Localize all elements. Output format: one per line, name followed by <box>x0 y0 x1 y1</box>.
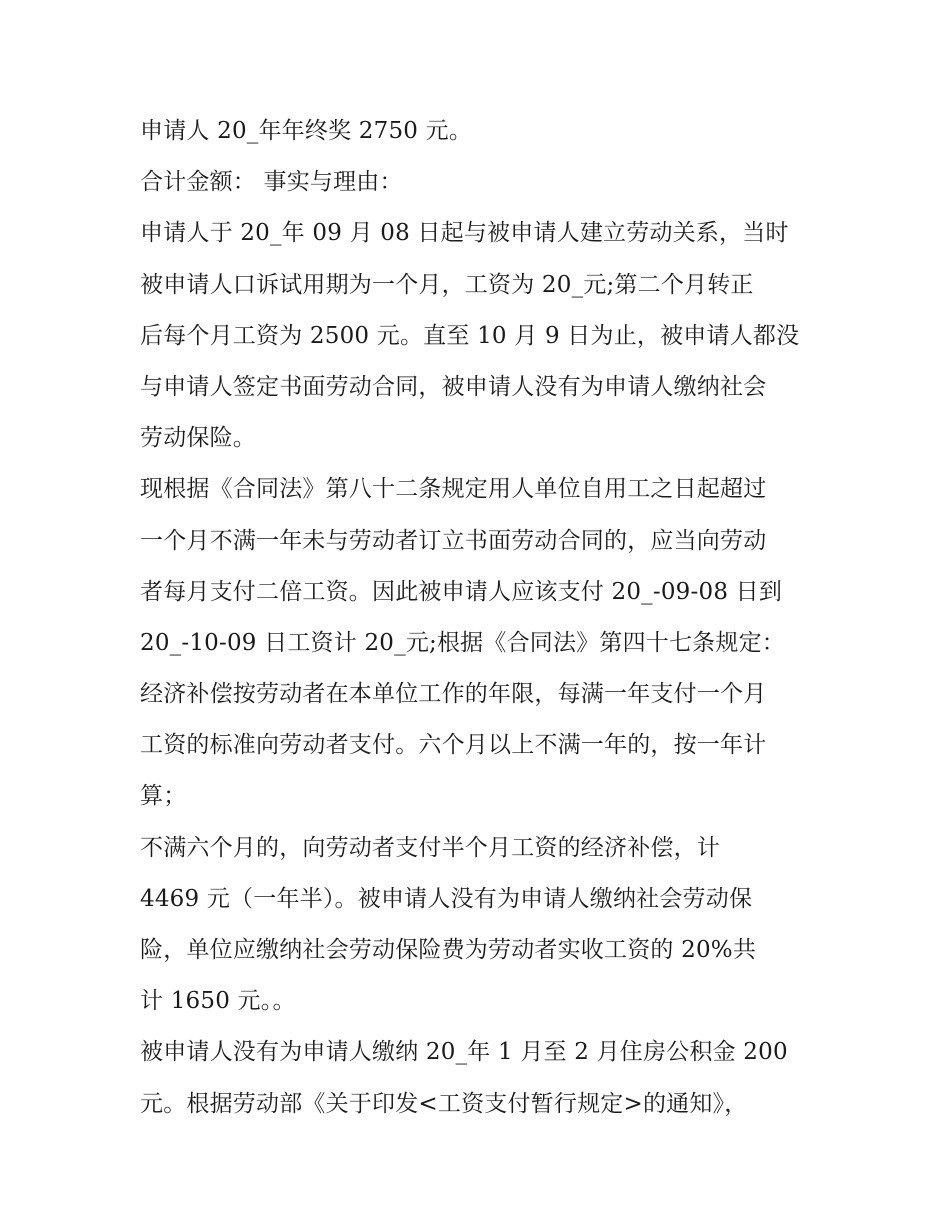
text-line: 4469 元（一年半）。被申请人没有为申请人缴纳社会劳动保 <box>140 885 753 912</box>
text-line: 申请人 20_年年终奖 2750 元。 <box>140 118 473 144</box>
text-line: 申请人于 20_年 09 月 08 日起与被申请人建立劳动关系，当时 <box>140 220 789 247</box>
document-body <box>140 106 830 1130</box>
text-line: 算； <box>140 783 187 810</box>
text-line: 计 1650 元。。 <box>140 988 296 1015</box>
text-line: 工资的标准向劳动者支付。六个月以上不满一年的，按一年计 <box>140 732 767 759</box>
text-line: 一个月不满一年未与劳动者订立书面劳动合同的，应当向劳动 <box>140 527 767 554</box>
text-line: 不满六个月的，向劳动者支付半个月工资的经济补偿，计 <box>140 834 720 861</box>
text-line: 劳动保险。 <box>140 425 256 452</box>
text-line: 现根据《合同法》第八十二条规定用人单位自用工之日起超过 <box>140 476 767 503</box>
text-line: 20_-10-09 日工资计 20_元;根据《合同法》第四十七条规定： <box>140 629 785 656</box>
text-line: 合计金额： 事实与理由： <box>140 169 403 196</box>
text-line: 险，单位应缴纳社会劳动保险费为劳动者实收工资的 20%共 <box>140 937 757 963</box>
text-line: 被申请人没有为申请人缴纳 20_年 1 月至 2 月住房公积金 200 <box>140 1039 788 1066</box>
text-line: 被申请人口诉试用期为一个月，工资为 20_元;第二个月转正 <box>140 271 754 298</box>
text-line: 与申请人签定书面劳动合同，被申请人没有为申请人缴纳社会 <box>140 373 767 400</box>
text-line: 后每个月工资为 2500 元。直至 10 月 9 日为止，被申请人都没 <box>140 322 800 349</box>
text-line: 者每月支付二倍工资。因此被申请人应该支付 20_-09-08 日到 <box>140 578 783 605</box>
text-line: 元。根据劳动部《关于印发<工资支付暂行规定>的通知》， <box>140 1090 748 1117</box>
text-line: 经济补偿按劳动者在本单位工作的年限，每满一年支付一个月 <box>140 681 767 708</box>
